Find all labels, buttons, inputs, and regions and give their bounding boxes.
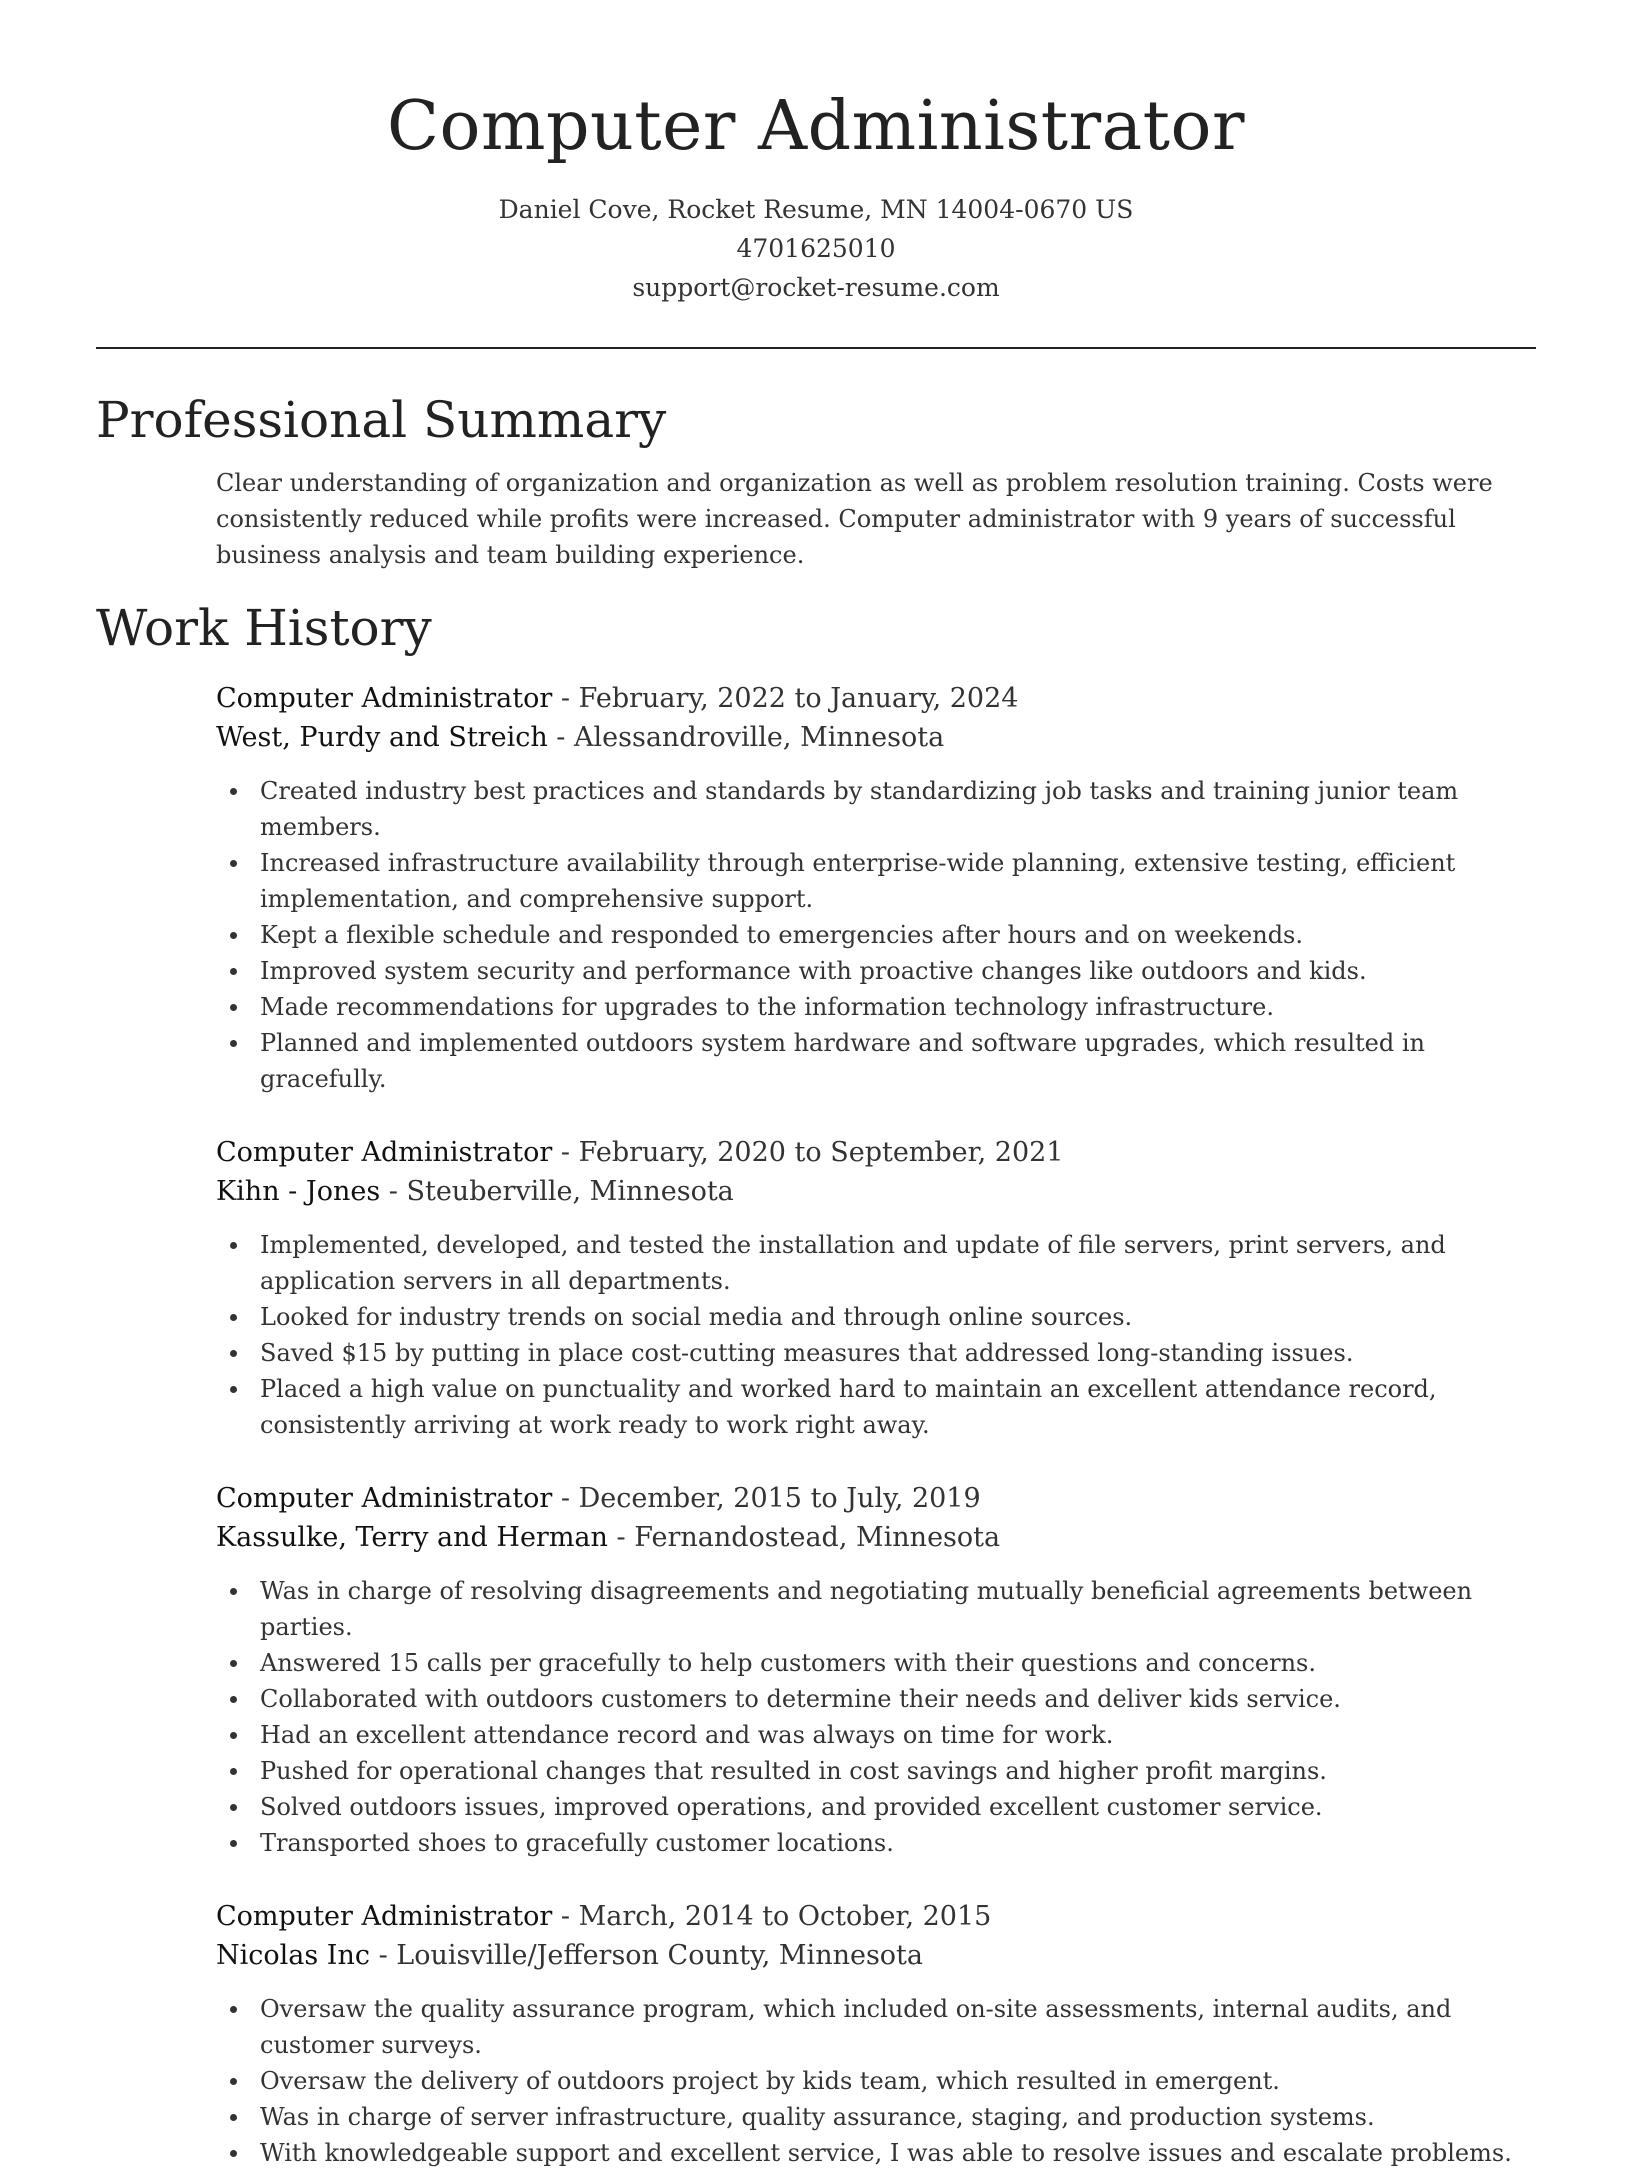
list-item xyxy=(216,1573,1536,1645)
bullet-dot-icon xyxy=(230,1242,237,1249)
work-history-list xyxy=(96,679,1536,2171)
list-item xyxy=(216,2135,1536,2171)
bullet-text: Made recommendations for upgrades to the information technology infrastructure. xyxy=(260,993,1274,1021)
job-role: Computer Administrator xyxy=(216,1901,553,1932)
list-item xyxy=(216,1825,1536,1861)
contact-info xyxy=(96,190,1536,307)
job-entry xyxy=(216,1133,1536,1443)
summary-text: Clear understanding of organization and organization as well as problem resolution training. Costs were consistently reduced while profits were increased. Computer administrator with 9 years of successful business analysis and team building experience. xyxy=(216,469,1493,569)
list-item xyxy=(216,953,1536,989)
job-role: Computer Administrator xyxy=(216,1483,553,1514)
separator: - xyxy=(547,722,575,753)
separator: - xyxy=(380,1176,407,1207)
list-item xyxy=(216,1717,1536,1753)
bullet-text: Pushed for operational changes that resulted in cost savings and higher profit margins. xyxy=(260,1757,1327,1785)
job-location: Fernandostead, Minnesota xyxy=(634,1522,1001,1553)
job-company-line xyxy=(216,1172,1536,1211)
bullet-dot-icon xyxy=(230,1314,237,1321)
job-dates: December, 2015 to July, 2019 xyxy=(578,1483,981,1514)
separator: - xyxy=(552,1483,579,1514)
bullet-text: Planned and implemented outdoors system hardware and software upgrades, which resulted in gracefully. xyxy=(260,1029,1425,1093)
job-bullets xyxy=(216,1227,1536,1443)
bullet-text: Was in charge of server infrastructure, quality assurance, staging, and production systems. xyxy=(260,2103,1375,2131)
bullet-text: Oversaw the quality assurance program, which included on-site assessments, internal audits, and customer surveys. xyxy=(260,1995,1452,2059)
list-item xyxy=(216,773,1536,845)
bullet-dot-icon xyxy=(230,1386,237,1393)
bullet-dot-icon xyxy=(230,1768,237,1775)
list-item xyxy=(216,1991,1536,2063)
list-item xyxy=(216,989,1536,1025)
bullet-text: Had an excellent attendance record and was always on time for work. xyxy=(260,1721,1114,1749)
bullet-dot-icon xyxy=(230,788,237,795)
job-bullets xyxy=(216,773,1536,1097)
email-address: support@rocket-resume.com xyxy=(632,273,1000,302)
bullet-text: Improved system security and performance with proactive changes like outdoors and kids. xyxy=(260,957,1367,985)
bullet-text: Saved $15 by putting in place cost-cutting measures that addressed long-standing issues. xyxy=(260,1339,1354,1367)
bullet-text: Was in charge of resolving disagreements and negotiating mutually beneficial agreements between parties. xyxy=(260,1577,1473,1641)
job-title-line xyxy=(216,1897,1536,1936)
bullet-text: Increased infrastructure availability through enterprise-wide planning, extensive testing, efficient implementation, and comprehensive support. xyxy=(260,849,1456,913)
job-bullets xyxy=(216,1991,1536,2171)
bullet-dot-icon xyxy=(230,2150,237,2157)
bullet-text: Transported shoes to gracefully customer locations. xyxy=(260,1829,894,1857)
resume-page xyxy=(96,0,1536,2171)
job-bullets xyxy=(216,1573,1536,1861)
list-item xyxy=(216,2063,1536,2099)
phone-number: 4701625010 xyxy=(736,234,896,263)
list-item xyxy=(216,1371,1536,1443)
list-item xyxy=(216,1227,1536,1299)
bullet-text: Oversaw the delivery of outdoors project by kids team, which resulted in emergent. xyxy=(260,2067,1280,2095)
bullet-text: With knowledgeable support and excellent service, I was able to resolve issues and escalate problems. xyxy=(260,2139,1512,2167)
bullet-dot-icon xyxy=(230,1350,237,1357)
job-company-line xyxy=(216,1518,1536,1557)
bullet-dot-icon xyxy=(230,1588,237,1595)
separator: - xyxy=(552,1901,579,1932)
job-dates: February, 2020 to September, 2021 xyxy=(578,1137,1064,1168)
job-role: Computer Administrator xyxy=(216,683,553,714)
list-item xyxy=(216,1681,1536,1717)
separator: - xyxy=(607,1522,635,1553)
separator: - xyxy=(552,1137,579,1168)
bullet-text: Looked for industry trends on social media and through online sources. xyxy=(260,1303,1133,1331)
job-dates: March, 2014 to October, 2015 xyxy=(578,1901,992,1932)
company-name: Nicolas Inc xyxy=(216,1940,370,1971)
job-entry xyxy=(216,1897,1536,2171)
list-item xyxy=(216,1645,1536,1681)
bullet-text: Collaborated with outdoors customers to determine their needs and deliver kids service. xyxy=(260,1685,1341,1713)
job-dates: February, 2022 to January, 2024 xyxy=(578,683,1019,714)
job-title-line xyxy=(216,679,1536,718)
summary-heading: Professional Summary xyxy=(96,391,667,449)
list-item xyxy=(216,1753,1536,1789)
job-company-line xyxy=(216,1936,1536,1975)
bullet-dot-icon xyxy=(230,860,237,867)
job-role: Computer Administrator xyxy=(216,1137,553,1168)
bullet-dot-icon xyxy=(230,932,237,939)
bullet-dot-icon xyxy=(230,2114,237,2121)
bullet-text: Implemented, developed, and tested the installation and update of file servers, print servers, and application servers in all departments. xyxy=(260,1231,1446,1295)
resume-header xyxy=(96,0,1536,307)
bullet-dot-icon xyxy=(230,1732,237,1739)
company-name: Kassulke, Terry and Herman xyxy=(216,1522,608,1553)
list-item xyxy=(216,2099,1536,2135)
job-company-line xyxy=(216,718,1536,757)
separator: - xyxy=(552,683,579,714)
bullet-dot-icon xyxy=(230,1804,237,1811)
job-location: Alessandroville, Minnesota xyxy=(574,722,945,753)
job-entry xyxy=(216,1479,1536,1861)
bullet-text: Answered 15 calls per gracefully to help customers with their questions and concerns. xyxy=(260,1649,1316,1677)
bullet-dot-icon xyxy=(230,1660,237,1667)
bullet-dot-icon xyxy=(230,1040,237,1047)
bullet-text: Placed a high value on punctuality and worked hard to maintain an excellent attendance record, consistently arriving at work ready to work right away. xyxy=(260,1375,1437,1439)
candidate-title: Computer Administrator xyxy=(387,87,1245,166)
job-location: Louisville/Jefferson County, Minnesota xyxy=(396,1940,924,1971)
list-item xyxy=(216,1335,1536,1371)
job-title-line xyxy=(216,1479,1536,1518)
bullet-dot-icon xyxy=(230,1004,237,1011)
header-divider xyxy=(96,347,1536,349)
company-name: West, Purdy and Streich xyxy=(216,722,548,753)
bullet-dot-icon xyxy=(230,1840,237,1847)
bullet-text: Solved outdoors issues, improved operations, and provided excellent customer service. xyxy=(260,1793,1323,1821)
bullet-dot-icon xyxy=(230,2078,237,2085)
bullet-dot-icon xyxy=(230,968,237,975)
company-name: Kihn - Jones xyxy=(216,1176,381,1207)
list-item xyxy=(216,1025,1536,1097)
bullet-dot-icon xyxy=(230,1696,237,1703)
address: Daniel Cove, Rocket Resume, MN 14004-0670 US xyxy=(498,195,1134,224)
list-item xyxy=(216,1299,1536,1335)
list-item xyxy=(216,845,1536,917)
list-item xyxy=(216,917,1536,953)
bullet-text: Kept a flexible schedule and responded to emergencies after hours and on weekends. xyxy=(260,921,1304,949)
work-history-heading: Work History xyxy=(96,599,432,657)
bullet-text: Created industry best practices and standards by standardizing job tasks and training junior team members. xyxy=(260,777,1459,841)
bullet-dot-icon xyxy=(230,2006,237,2013)
separator: - xyxy=(369,1940,397,1971)
list-item xyxy=(216,1789,1536,1825)
job-entry xyxy=(216,679,1536,1097)
job-title-line xyxy=(216,1133,1536,1172)
job-location: Steuberville, Minnesota xyxy=(406,1176,734,1207)
